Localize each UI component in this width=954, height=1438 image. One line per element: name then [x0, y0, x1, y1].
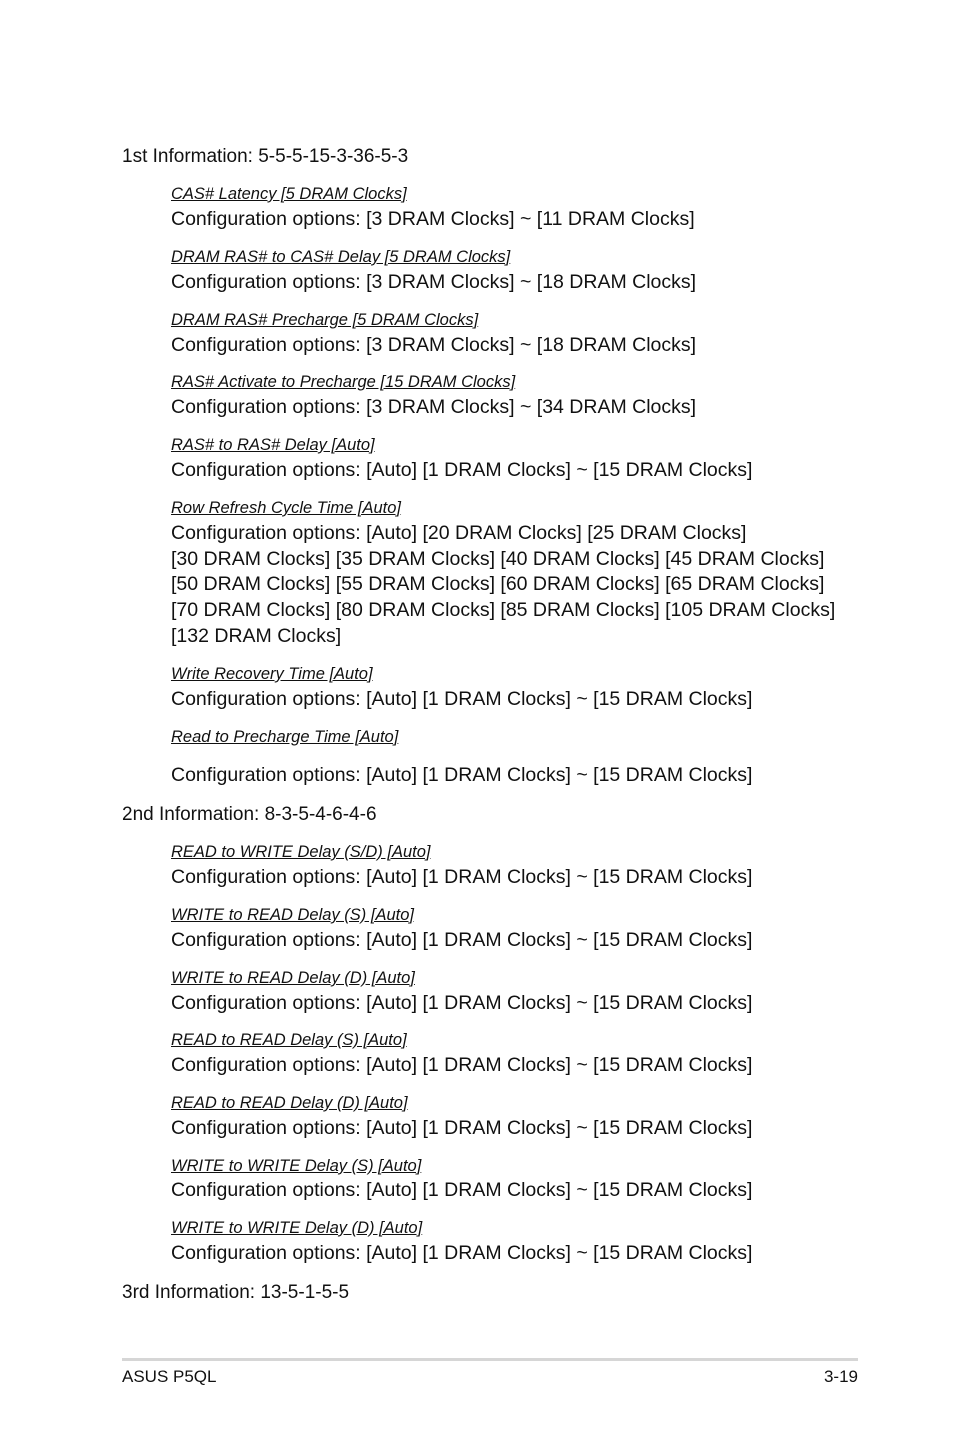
item-options-cas-latency: Configuration options: [3 DRAM Clocks] ~ [11 DRAM Clocks] [171, 208, 695, 230]
item-title-cas-latency: CAS# Latency [5 DRAM Clocks] [171, 185, 407, 203]
item-options-read-to-read-delay-s: Configuration options: [Auto] [1 DRAM Clocks] ~ [15 DRAM Clocks] [171, 1054, 753, 1076]
section-heading-2nd-information: 2nd Information: 8-3-5-4-6-4-6 [122, 804, 377, 825]
footer-product-name: ASUS P5QL [122, 1367, 217, 1386]
item-options-row-refresh-line-2: [30 DRAM Clocks] [35 DRAM Clocks] [40 DRAM Clocks] [45 DRAM Clocks] [171, 548, 825, 570]
section-heading-1st-information: 1st Information: 5-5-5-15-3-36-5-3 [122, 146, 409, 167]
item-options-read-to-write-delay-sd: Configuration options: [Auto] [1 DRAM Clocks] ~ [15 DRAM Clocks] [171, 866, 753, 888]
item-title-read-to-precharge-time: Read to Precharge Time [Auto] [171, 728, 399, 746]
item-options-ras-to-cas-delay: Configuration options: [3 DRAM Clocks] ~ [18 DRAM Clocks] [171, 271, 697, 293]
section-heading-3rd-information: 3rd Information: 13-5-1-5-5 [122, 1282, 350, 1303]
item-options-row-refresh-line-1: Configuration options: [Auto] [20 DRAM Clocks] [25 DRAM Clocks] [171, 522, 747, 544]
item-options-read-to-read-delay-d: Configuration options: [Auto] [1 DRAM Clocks] ~ [15 DRAM Clocks] [171, 1117, 753, 1139]
item-options-write-to-read-delay-s: Configuration options: [Auto] [1 DRAM Clocks] ~ [15 DRAM Clocks] [171, 929, 753, 951]
item-title-ras-to-cas-delay: DRAM RAS# to CAS# Delay [5 DRAM Clocks] [171, 248, 511, 266]
item-title-write-to-write-delay-s: WRITE to WRITE Delay (S) [Auto] [171, 1157, 422, 1175]
item-options-write-to-read-delay-d: Configuration options: [Auto] [1 DRAM Clocks] ~ [15 DRAM Clocks] [171, 992, 753, 1014]
item-title-read-to-read-delay-d: READ to READ Delay (D) [Auto] [171, 1094, 408, 1112]
footer-divider [122, 1358, 858, 1361]
item-options-row-refresh-line-4: [70 DRAM Clocks] [80 DRAM Clocks] [85 DRAM Clocks] [105 DRAM Clocks] [171, 599, 836, 621]
item-title-write-to-read-delay-d: WRITE to READ Delay (D) [Auto] [171, 969, 415, 987]
item-title-write-to-write-delay-d: WRITE to WRITE Delay (D) [Auto] [171, 1219, 423, 1237]
item-title-read-to-read-delay-s: READ to READ Delay (S) [Auto] [171, 1031, 407, 1049]
item-title-ras-to-ras-delay: RAS# to RAS# Delay [Auto] [171, 436, 375, 454]
item-options-write-to-write-delay-d: Configuration options: [Auto] [1 DRAM Clocks] ~ [15 DRAM Clocks] [171, 1242, 753, 1264]
item-title-read-to-write-delay-sd: READ to WRITE Delay (S/D) [Auto] [171, 843, 431, 861]
item-options-write-to-write-delay-s: Configuration options: [Auto] [1 DRAM Clocks] ~ [15 DRAM Clocks] [171, 1179, 753, 1201]
item-options-ras-to-ras-delay: Configuration options: [Auto] [1 DRAM Clocks] ~ [15 DRAM Clocks] [171, 459, 753, 481]
item-title-write-recovery-time: Write Recovery Time [Auto] [171, 665, 373, 683]
item-options-write-recovery-time: Configuration options: [Auto] [1 DRAM Clocks] ~ [15 DRAM Clocks] [171, 688, 753, 710]
item-title-ras-activate-to-precharge: RAS# Activate to Precharge [15 DRAM Clocks] [171, 373, 516, 391]
item-title-ras-precharge: DRAM RAS# Precharge [5 DRAM Clocks] [171, 311, 479, 329]
item-title-row-refresh-cycle-time: Row Refresh Cycle Time [Auto] [171, 499, 402, 517]
item-options-ras-activate-to-precharge: Configuration options: [3 DRAM Clocks] ~ [34 DRAM Clocks] [171, 396, 697, 418]
item-options-row-refresh-line-5: [132 DRAM Clocks] [171, 625, 342, 647]
item-options-row-refresh-line-3: [50 DRAM Clocks] [55 DRAM Clocks] [60 DRAM Clocks] [65 DRAM Clocks] [171, 573, 825, 595]
item-options-read-to-precharge-time: Configuration options: [Auto] [1 DRAM Clocks] ~ [15 DRAM Clocks] [171, 764, 753, 786]
item-options-ras-precharge: Configuration options: [3 DRAM Clocks] ~ [18 DRAM Clocks] [171, 334, 697, 356]
footer-page-number: 3-19 [823, 1367, 858, 1386]
item-title-write-to-read-delay-s: WRITE to READ Delay (S) [Auto] [171, 906, 414, 924]
